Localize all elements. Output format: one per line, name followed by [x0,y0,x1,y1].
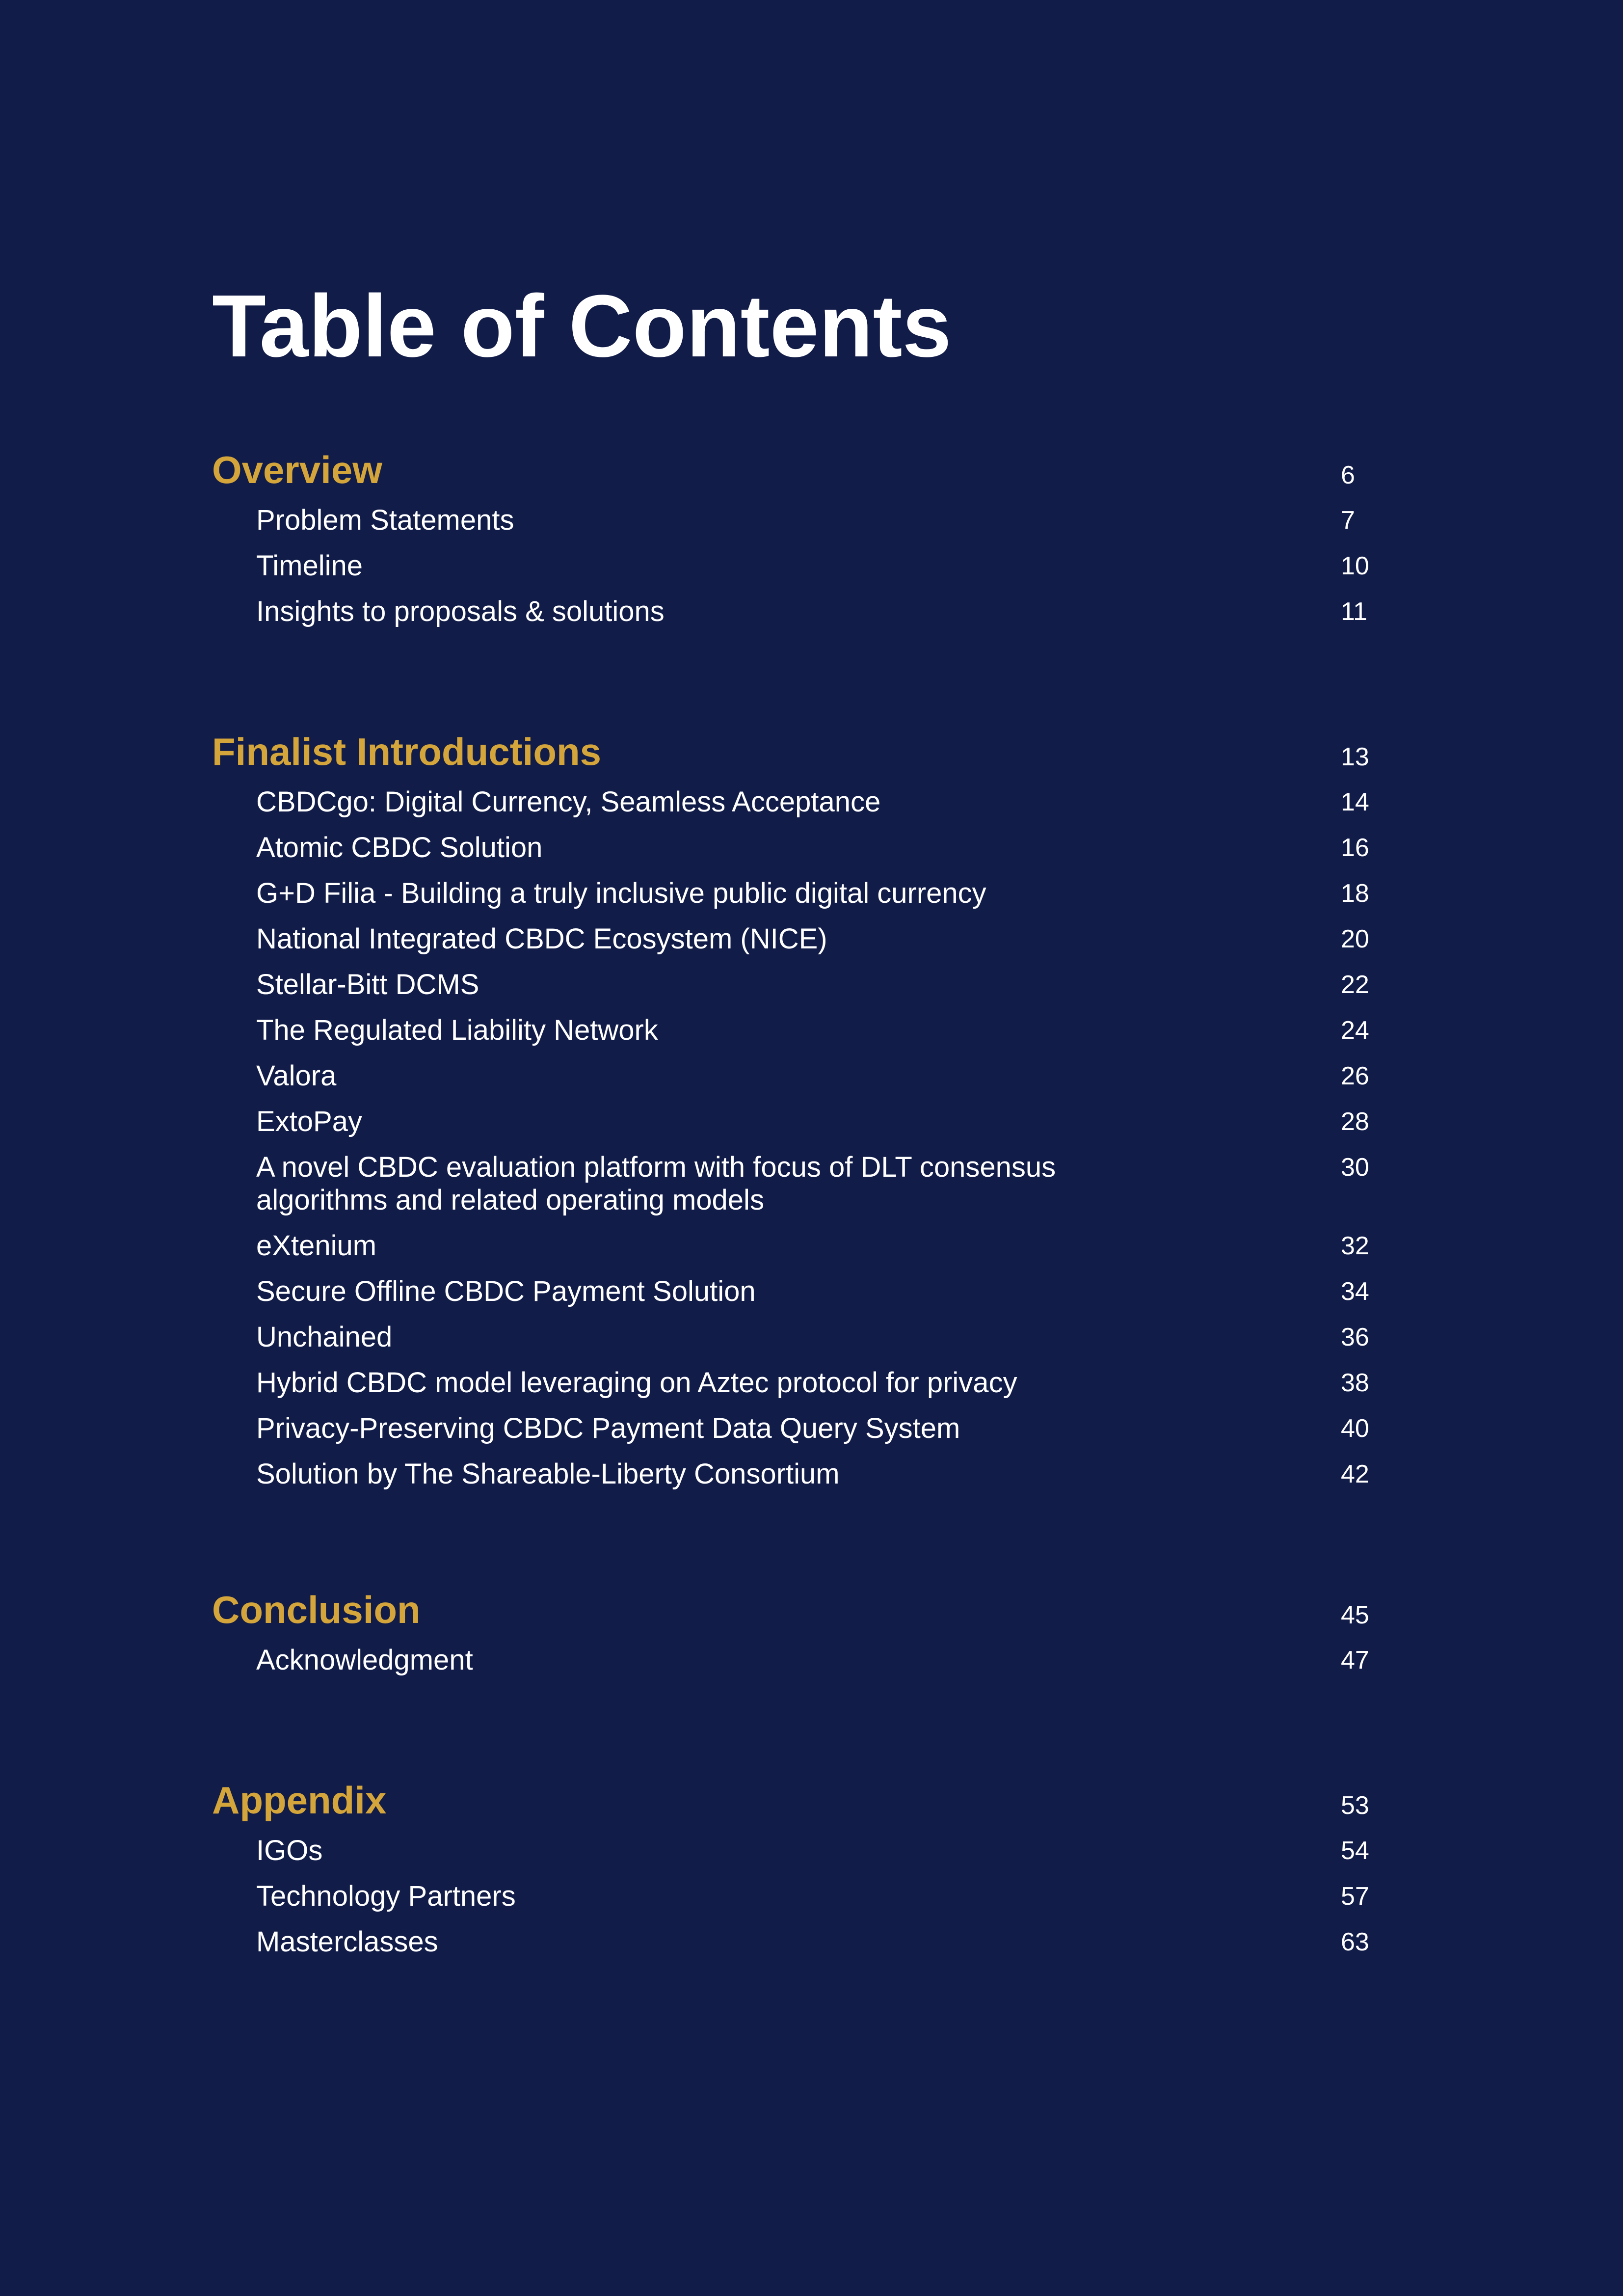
toc-item-label: Privacy-Preserving CBDC Payment Data Query System [256,1412,960,1444]
toc-item-label: Solution by The Shareable-Liberty Consortium [256,1458,840,1490]
toc-item-label-line2: algorithms and related operating models [256,1184,764,1216]
toc-section-heading: Overview [212,448,382,491]
toc-page-number: 42 [1341,1460,1369,1488]
toc-item-label: Secure Offline CBDC Payment Solution [256,1275,756,1307]
toc-page-number: 47 [1341,1646,1369,1675]
toc-item-label: Timeline [256,550,363,582]
toc-item-label: Hybrid CBDC model leveraging on Aztec protocol for privacy [256,1367,1017,1399]
toc-page-number: 26 [1341,1062,1369,1090]
toc-page-number: 30 [1341,1153,1369,1182]
toc-page-number: 32 [1341,1232,1369,1260]
toc-page-number: 16 [1341,834,1369,862]
toc-page-number: 28 [1341,1107,1369,1136]
toc-page-number: 45 [1341,1601,1369,1629]
toc-item-label: Masterclasses [256,1926,438,1958]
toc-page-number: 54 [1341,1837,1369,1865]
toc-page-number: 57 [1341,1882,1369,1911]
toc-page-number: 10 [1341,552,1369,580]
toc-item-label: Valora [256,1060,337,1092]
toc-item-label: Insights to proposals & solutions [256,595,665,627]
toc-item-label: IGOs [256,1835,323,1866]
toc-page-number: 20 [1341,925,1369,953]
toc-page-number: 36 [1341,1323,1369,1351]
toc-item-label: Atomic CBDC Solution [256,832,543,864]
toc-page-number: 24 [1341,1016,1369,1045]
toc-item-label: ExtoPay [256,1106,362,1137]
toc-section-heading: Conclusion [212,1588,421,1631]
toc-section-heading: Appendix [212,1779,387,1822]
toc-page-number: 6 [1341,461,1355,489]
toc-item-label: Problem Statements [256,504,514,536]
toc-item-label: Acknowledgment [256,1644,473,1676]
table-of-contents [212,0,1380,2296]
toc-page-number: 13 [1341,743,1369,771]
toc-item-label: eXtenium [256,1230,377,1262]
toc-item-label: Technology Partners [256,1880,516,1912]
toc-item-label: A novel CBDC evaluation platform with focus of DLT consensus [256,1151,1056,1183]
toc-page-number: 11 [1341,597,1367,626]
toc-item-label: G+D Filia - Building a truly inclusive public digital currency [256,877,986,909]
toc-item-label: The Regulated Liability Network [256,1014,658,1046]
toc-page-number: 40 [1341,1414,1369,1443]
toc-item-label: Stellar-Bitt DCMS [256,969,479,1000]
toc-page-number: 18 [1341,879,1369,908]
toc-page-number: 7 [1341,506,1355,535]
toc-section-heading: Finalist Introductions [212,730,601,773]
toc-page-number: 14 [1341,788,1369,816]
toc-page-number: 34 [1341,1277,1369,1306]
toc-item-label: National Integrated CBDC Ecosystem (NICE) [256,923,827,955]
toc-item-label: CBDCgo: Digital Currency, Seamless Acceptance [256,786,881,818]
toc-page-number: 53 [1341,1791,1369,1820]
toc-item-label: Unchained [256,1321,393,1353]
toc-page-number: 22 [1341,971,1369,999]
toc-page-number: 38 [1341,1369,1369,1397]
toc-page-number: 63 [1341,1928,1369,1956]
page-title: Table of Contents [212,277,952,376]
